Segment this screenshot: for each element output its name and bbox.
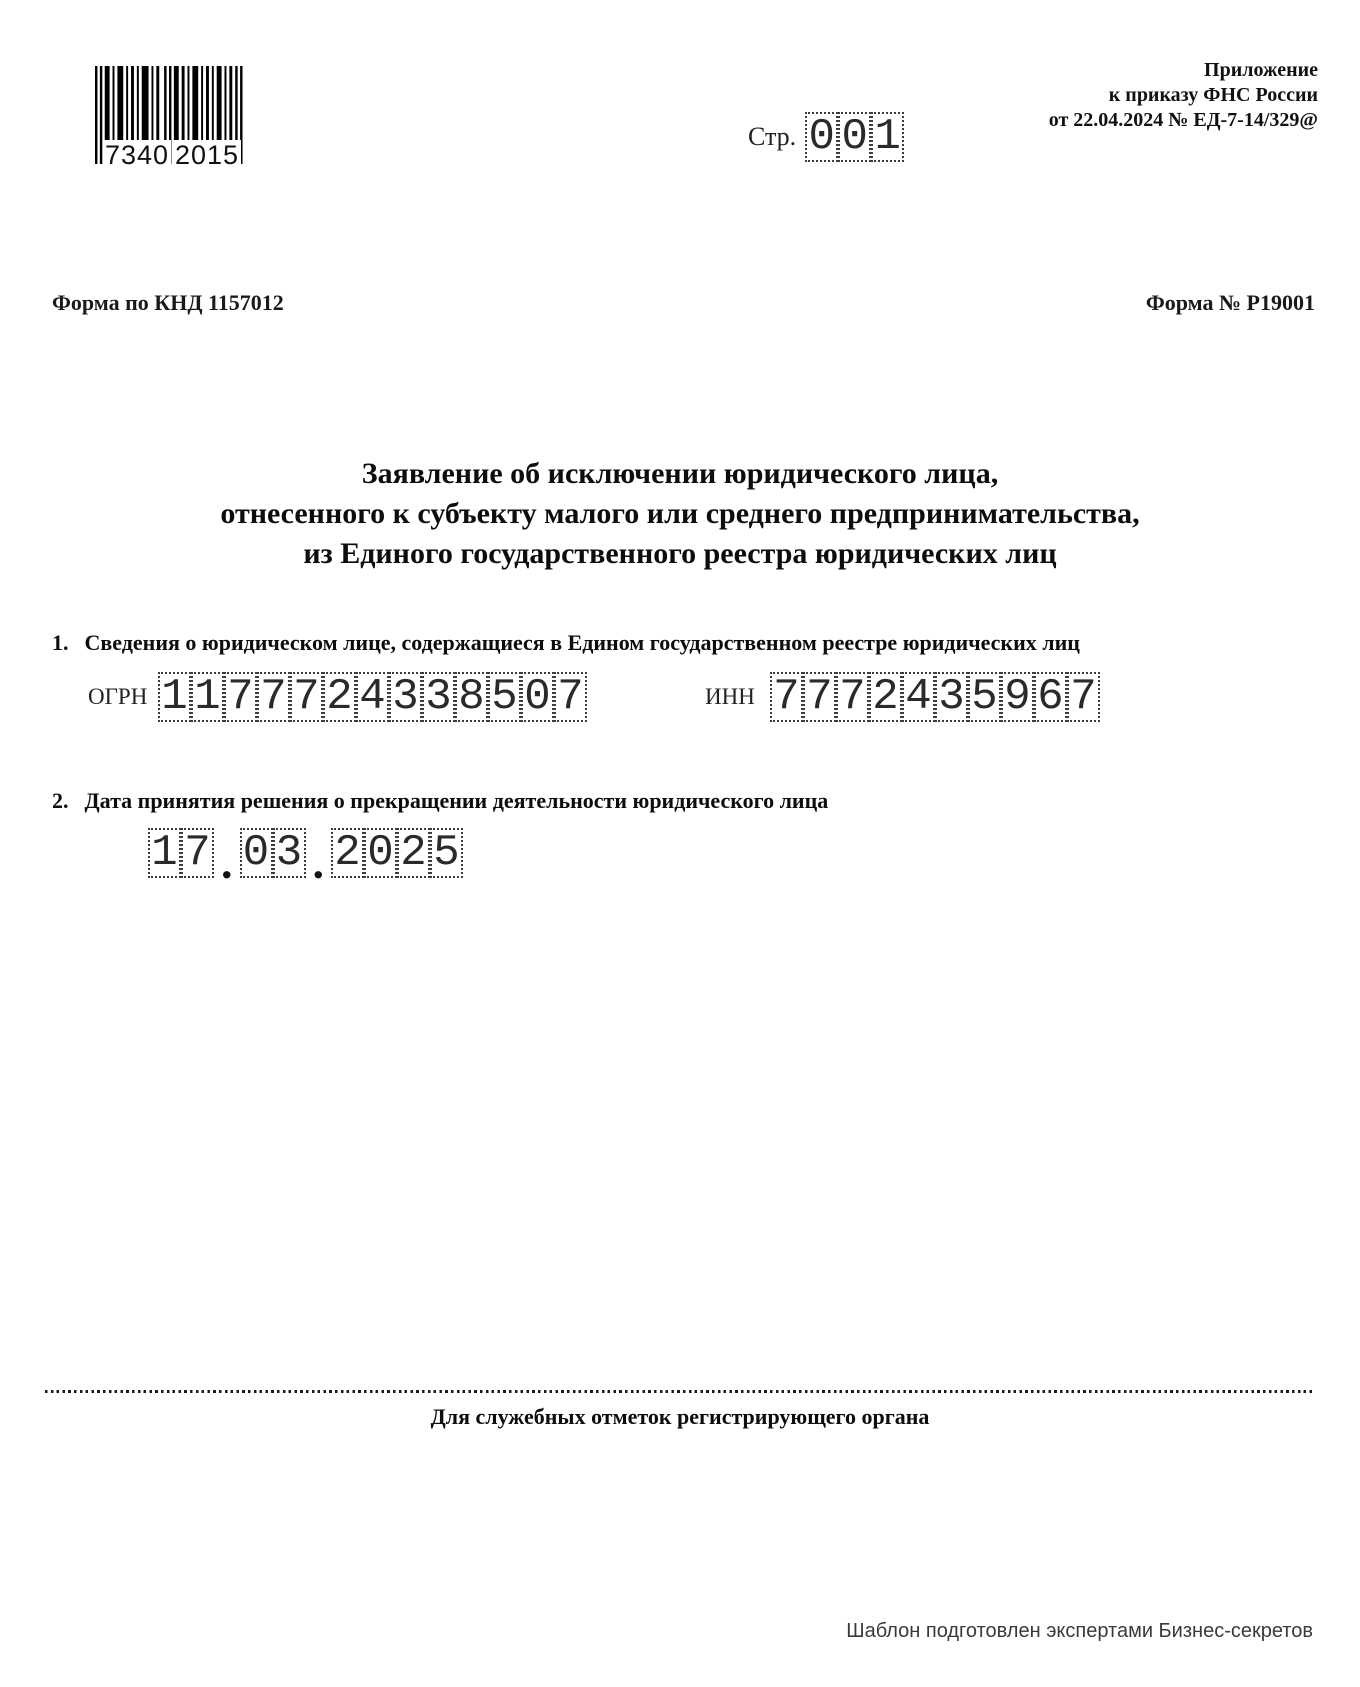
inn-label: ИНН xyxy=(705,684,755,709)
date-year-cells xyxy=(331,828,463,878)
page-number-label: Стр. xyxy=(748,122,797,151)
section2-heading: Дата принятия решения о прекращении деятельности юридического лица xyxy=(84,788,829,813)
barcode-digits-right: 2015 xyxy=(175,140,240,170)
form-knd-label: Форма по КНД 1157012 xyxy=(52,290,284,315)
date-digit-cell: 0 xyxy=(240,828,273,878)
template-credit: Шаблон подготовлен экспертами Бизнес-секретов xyxy=(846,1620,1313,1642)
ogrn-digit-cell: 1 xyxy=(191,672,224,722)
inn-digit-cell: 7 xyxy=(770,672,803,722)
section1-heading-row xyxy=(52,630,1080,656)
service-marks-separator xyxy=(45,1390,1315,1393)
inn-digit-cell: 9 xyxy=(1001,672,1034,722)
form-title-line: отнесенного к субъекту малого или среднего предпринимательства, xyxy=(220,497,1140,530)
form-title-line: Заявление об исключении юридического лица, xyxy=(361,457,999,490)
date-digit-cell: 0 xyxy=(364,828,397,878)
service-marks-caption: Для служебных отметок регистрирующего органа xyxy=(430,1404,930,1429)
barcode-digits-left: 7340 xyxy=(105,140,170,170)
inn-digit-cell: 2 xyxy=(869,672,902,722)
section2-number: 2. xyxy=(52,788,69,813)
inn-field xyxy=(770,672,1100,722)
date-digit-cell: 3 xyxy=(273,828,306,878)
date-month-cells xyxy=(240,828,306,878)
page-number-digit-cell: 0 xyxy=(805,112,838,162)
inn-digit-cell: 6 xyxy=(1034,672,1067,722)
section1-number: 1. xyxy=(52,630,69,655)
ogrn-digit-cell: 7 xyxy=(257,672,290,722)
page-number-field xyxy=(748,112,904,162)
date-digit-cell: 2 xyxy=(397,828,430,878)
decision-date-field xyxy=(148,828,463,888)
form-title-line: из Единого государственного реестра юридических лиц xyxy=(303,537,1057,570)
date-separator-dot: . xyxy=(312,837,324,888)
ogrn-digit-cell: 4 xyxy=(356,672,389,722)
appendix-line: Приложение xyxy=(1204,59,1318,81)
ogrn-digit-cell: 7 xyxy=(554,672,587,722)
barcode xyxy=(95,66,243,172)
form-number-label: Форма № Р19001 xyxy=(1145,290,1315,315)
ogrn-digit-cell: 2 xyxy=(323,672,356,722)
page-number-cells xyxy=(805,112,904,162)
date-digit-cell: 5 xyxy=(430,828,463,878)
inn-digit-cell: 7 xyxy=(836,672,869,722)
appendix-note xyxy=(1049,58,1318,133)
page-number-digit-cell: 0 xyxy=(838,112,871,162)
appendix-line: к приказу ФНС России xyxy=(1108,84,1318,106)
ogrn-digit-cell: 7 xyxy=(290,672,323,722)
inn-digit-cell: 4 xyxy=(902,672,935,722)
form-title xyxy=(0,454,1360,574)
section2-heading-row xyxy=(52,788,828,814)
section1-heading: Сведения о юридическом лице, содержащиеся в Едином государственном реестре юридических лиц xyxy=(84,630,1080,655)
ogrn-label: ОГРН xyxy=(88,684,148,709)
ogrn-field xyxy=(158,672,587,722)
inn-digit-cell: 3 xyxy=(935,672,968,722)
ogrn-digit-cell: 1 xyxy=(158,672,191,722)
ogrn-digit-cell: 3 xyxy=(422,672,455,722)
date-day-cells xyxy=(148,828,214,878)
date-separator-dot: . xyxy=(221,837,233,888)
date-digit-cell: 1 xyxy=(148,828,181,878)
inn-digit-cell: 7 xyxy=(1067,672,1100,722)
inn-digit-cell: 5 xyxy=(968,672,1001,722)
ogrn-digit-cell: 0 xyxy=(521,672,554,722)
date-digit-cell: 7 xyxy=(181,828,214,878)
page-number-digit-cell: 1 xyxy=(871,112,904,162)
ogrn-digit-cell: 3 xyxy=(389,672,422,722)
appendix-line: от 22.04.2024 № ЕД-7-14/329@ xyxy=(1048,109,1318,131)
ogrn-digit-cell: 8 xyxy=(455,672,488,722)
inn-digit-cell: 7 xyxy=(803,672,836,722)
ogrn-digit-cell: 7 xyxy=(224,672,257,722)
section1-fields-row xyxy=(0,672,1360,722)
ogrn-digit-cell: 5 xyxy=(488,672,521,722)
date-digit-cell: 2 xyxy=(331,828,364,878)
